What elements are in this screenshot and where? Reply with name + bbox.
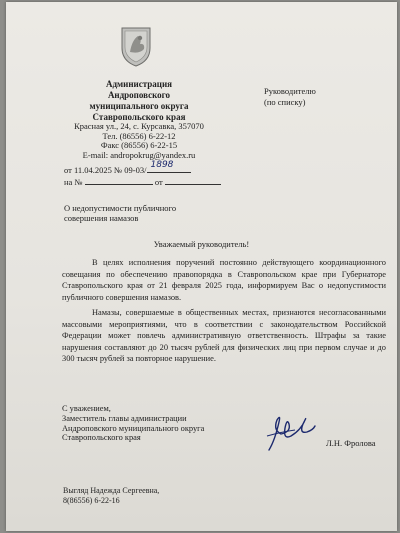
closing-line-4: Ставропольского края [62, 433, 141, 443]
body-paragraph-2: Намазы, совершаемые в общественных местах, признаются несогласованными массовыми мероприятиями, что в соответствии с законодательством Российской Федерации может повлечь административную ответственность. Штрафы за такие нарушения составляют до 20 тысяч рублей для физических лиц при первом случае и до 300 тысяч рублей за повторное нарушение. [62, 308, 386, 364]
coat-of-arms-emblem [118, 24, 154, 68]
org-line-4: Ставропольского края [92, 112, 186, 122]
org-line-2: Андроповского [107, 90, 171, 100]
in-reply-number-line [85, 175, 153, 185]
ref-date: 11.04.2025 [73, 165, 112, 175]
organization-name [64, 79, 214, 123]
executor-name: Выгляд Надежда Сергеевна, [63, 486, 160, 495]
ref-number-handwritten: 1898 [150, 160, 174, 170]
organization-contacts [66, 122, 212, 160]
ref-number-prefix: № [114, 165, 123, 175]
recipient-line-1: Руководителю [264, 86, 316, 96]
handwritten-signature [261, 410, 321, 458]
outgoing-reference [64, 160, 191, 175]
executor-block [63, 486, 159, 506]
org-line-1: Администрация [105, 79, 172, 89]
ref-date-prefix: от [64, 165, 72, 175]
closing-line-1: С уважением, [62, 404, 111, 413]
in-reply-prefix: на № [64, 177, 83, 187]
closing-block [62, 404, 204, 443]
executor-phone: 8(86556) 6-22-16 [63, 496, 120, 505]
letter-sheet [6, 2, 397, 531]
incoming-reference [64, 175, 221, 187]
in-reply-date-line [165, 175, 221, 185]
ref-number: 09-03/ [124, 165, 147, 175]
subject-line-2: совершения намазов [64, 213, 139, 223]
email: E-mail: andropokrug@yandex.ru [82, 149, 196, 160]
org-line-3: муниципального округа [89, 101, 189, 111]
phone: Тел. (86556) 6-22-12 [102, 130, 176, 141]
in-reply-from: от [154, 177, 163, 187]
closing-line-3: Андроповского муниципального округа [62, 423, 205, 433]
greeting: Уважаемый руководитель! [153, 239, 250, 249]
fax: Факс (86556) 6-22-15 [100, 140, 178, 151]
address: Красная ул., 24, с. Курсавка, 357070 [74, 121, 204, 131]
recipient-line-2: (по списку) [264, 96, 306, 107]
closing-line-2: Заместитель главы администрации [62, 413, 187, 423]
recipient [264, 86, 316, 107]
signer-name: Л.Н. Фролова [326, 438, 376, 448]
body-paragraph-1: В целях исполнения поручений постоянно действующего координационного совещания по обеспечению правопорядка в Ставропольском крае при Губернаторе Ставропольского края от 21 февраля 2025 года, информируем Вас о недопустимости публичного совершения намазов. [62, 258, 386, 302]
ref-number-line [147, 160, 191, 173]
subject [64, 203, 204, 223]
subject-line-1: О недопустимости публичного [64, 203, 177, 213]
